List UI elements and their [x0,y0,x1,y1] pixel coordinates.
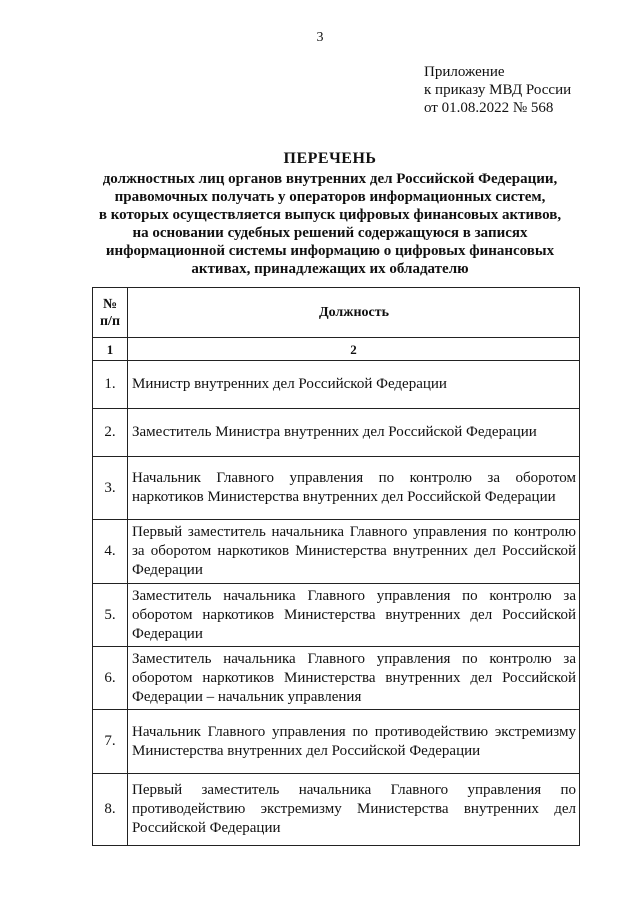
column-index-1: 1 [93,338,128,361]
row-number: 2. [93,409,128,457]
table-row [93,584,580,647]
row-number: 7. [93,710,128,774]
title-line: на основании судебных решений содержащуюся в записях [132,225,528,241]
row-number: 3. [93,457,128,520]
row-number: 5. [93,584,128,647]
annex-line-1: Приложение [424,64,505,80]
row-position: Заместитель Министра внутренних дел Российской Федерации [128,409,580,457]
title-heading: ПЕРЕЧЕНЬ [283,150,377,167]
row-position: Заместитель начальника Главного управления по контролю за оборотом наркотиков Министерства внутренних дел Российской Федерации [128,584,580,647]
header-number-abbr: п/п [99,313,121,329]
header-number-cell [93,288,128,338]
row-position: Начальник Главного управления по контролю за оборотом наркотиков Министерства внутренних дел Российской Федерации [128,457,580,520]
title-line: должностных лиц органов внутренних дел Российской Федерации, [102,171,558,187]
table-row [93,647,580,710]
row-number: 4. [93,520,128,584]
annex-block [424,63,571,117]
row-number: 8. [93,774,128,846]
title-line: в которых осуществляется выпуск цифровых финансовых активов, [98,207,562,223]
table-row [93,361,580,409]
column-index-2: 2 [128,338,580,361]
positions-table [92,287,580,846]
annex-line-2: к приказу МВД России [424,82,572,98]
document-title [70,150,590,278]
header-number-symbol: № [102,296,118,312]
row-position: Заместитель начальника Главного управления по контролю за оборотом наркотиков Министерства внутренних дел Российской Федерации – начальник управления [128,647,580,710]
row-position: Начальник Главного управления по противодействию экстремизму Министерства внутренних дел Российской Федерации [128,710,580,774]
row-number: 1. [93,361,128,409]
title-line: информационной системы информацию о цифровых финансовых [105,243,555,259]
row-number: 6. [93,647,128,710]
row-position: Первый заместитель начальника Главного управления по противодействию экстремизму Министерства внутренних дел Российской Федерации [128,774,580,846]
title-line: правомочных получать у операторов информационных систем, [114,189,546,205]
row-position: Первый заместитель начальника Главного управления по контролю за оборотом наркотиков Министерства внутренних дел Российской Федерации [128,520,580,584]
title-line: активах, принадлежащих их обладателю [191,261,469,277]
header-position-cell: Должность [128,288,580,338]
table-row [93,774,580,846]
table-row [93,710,580,774]
table-row [93,457,580,520]
column-index-row [93,338,580,361]
table-row [93,409,580,457]
row-position: Министр внутренних дел Российской Федерации [128,361,580,409]
table-row [93,520,580,584]
annex-line-3: от 01.08.2022 № 568 [424,100,554,116]
page-number: 3 [316,30,324,45]
table-header-row [93,288,580,338]
